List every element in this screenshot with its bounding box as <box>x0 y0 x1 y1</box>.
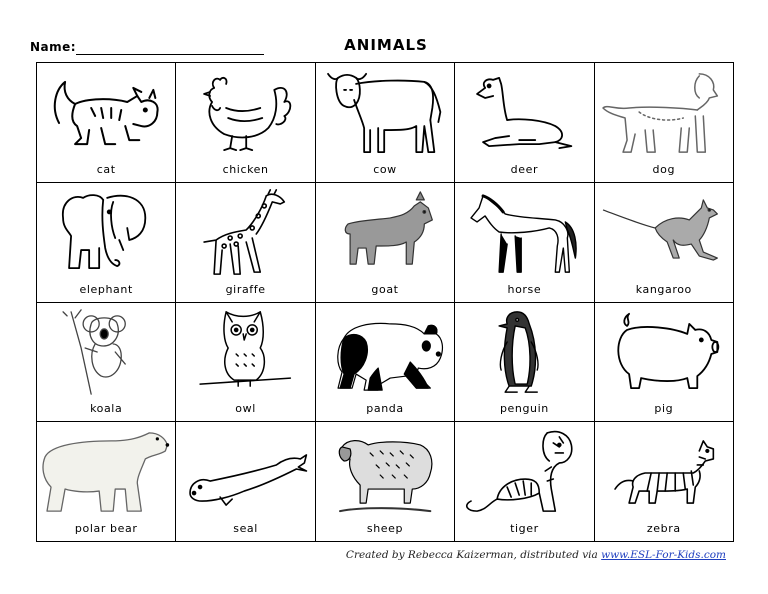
chicken-icon <box>180 67 310 159</box>
esl-for-kids-link[interactable]: www.ESL-For-Kids.com <box>601 549 726 561</box>
animal-label: cat <box>96 162 116 176</box>
animal-label: chicken <box>222 162 269 176</box>
dog-icon <box>599 67 729 159</box>
seal-icon <box>180 426 310 518</box>
animal-card-deer <box>455 63 594 183</box>
name-blank-line[interactable] <box>76 54 264 55</box>
animal-card-horse <box>455 183 594 303</box>
animal-label: deer <box>510 162 539 176</box>
animal-label: sheep <box>366 522 404 535</box>
animal-card-cat <box>37 63 176 183</box>
sheep-icon <box>320 426 450 518</box>
pig-icon <box>599 307 729 399</box>
animal-card-goat <box>316 183 455 303</box>
panda-icon <box>320 307 450 399</box>
animal-label: pig <box>654 402 674 416</box>
kangaroo-icon <box>599 187 729 279</box>
animal-label: owl <box>235 402 256 416</box>
elephant-icon <box>41 187 171 279</box>
animal-label: seal <box>233 522 258 535</box>
animal-card-polar-bear <box>37 422 176 542</box>
animal-card-tiger <box>455 422 594 542</box>
animal-label: dog <box>652 162 676 176</box>
deer-icon <box>459 67 589 159</box>
animal-card-dog <box>595 63 734 183</box>
animal-label: tiger <box>510 522 539 535</box>
animal-card-penguin <box>455 303 594 423</box>
page-title: ANIMALS <box>344 36 428 54</box>
animal-card-koala <box>37 303 176 423</box>
animal-card-zebra <box>595 422 734 542</box>
penguin-icon <box>459 307 589 399</box>
animal-card-sheep <box>316 422 455 542</box>
cow-icon <box>320 67 450 159</box>
tiger-icon <box>459 426 589 518</box>
animal-card-owl <box>176 303 315 423</box>
credit-footer <box>346 549 726 561</box>
animal-label: elephant <box>79 282 133 296</box>
animal-card-elephant <box>37 183 176 303</box>
cat-icon <box>41 67 171 159</box>
credit-text: Created by Rebecca Kaizerman, distributed via <box>345 549 598 561</box>
animal-label: panda <box>366 402 404 416</box>
polar-bear-icon <box>41 426 171 518</box>
giraffe-icon <box>180 187 310 279</box>
animal-label: cow <box>373 162 397 176</box>
animal-label: polar bear <box>74 522 138 535</box>
owl-icon <box>180 307 310 399</box>
animal-label: horse <box>507 282 542 296</box>
worksheet-header <box>0 0 768 60</box>
animal-card-kangaroo <box>595 183 734 303</box>
koala-icon <box>41 307 171 399</box>
zebra-icon <box>599 426 729 518</box>
animal-card-seal <box>176 422 315 542</box>
animal-card-cow <box>316 63 455 183</box>
animal-label: goat <box>371 282 399 296</box>
goat-icon <box>320 187 450 279</box>
horse-icon <box>459 187 589 279</box>
animal-card-panda <box>316 303 455 423</box>
animal-label: zebra <box>646 522 681 535</box>
animal-card-chicken <box>176 63 315 183</box>
animal-grid <box>36 62 734 542</box>
animal-label: koala <box>90 402 123 416</box>
animal-label: kangaroo <box>635 282 692 296</box>
animal-card-pig <box>595 303 734 423</box>
name-label: Name: <box>30 40 77 54</box>
animal-label: penguin <box>499 402 549 416</box>
animal-card-giraffe <box>176 183 315 303</box>
animal-label: giraffe <box>225 282 266 296</box>
